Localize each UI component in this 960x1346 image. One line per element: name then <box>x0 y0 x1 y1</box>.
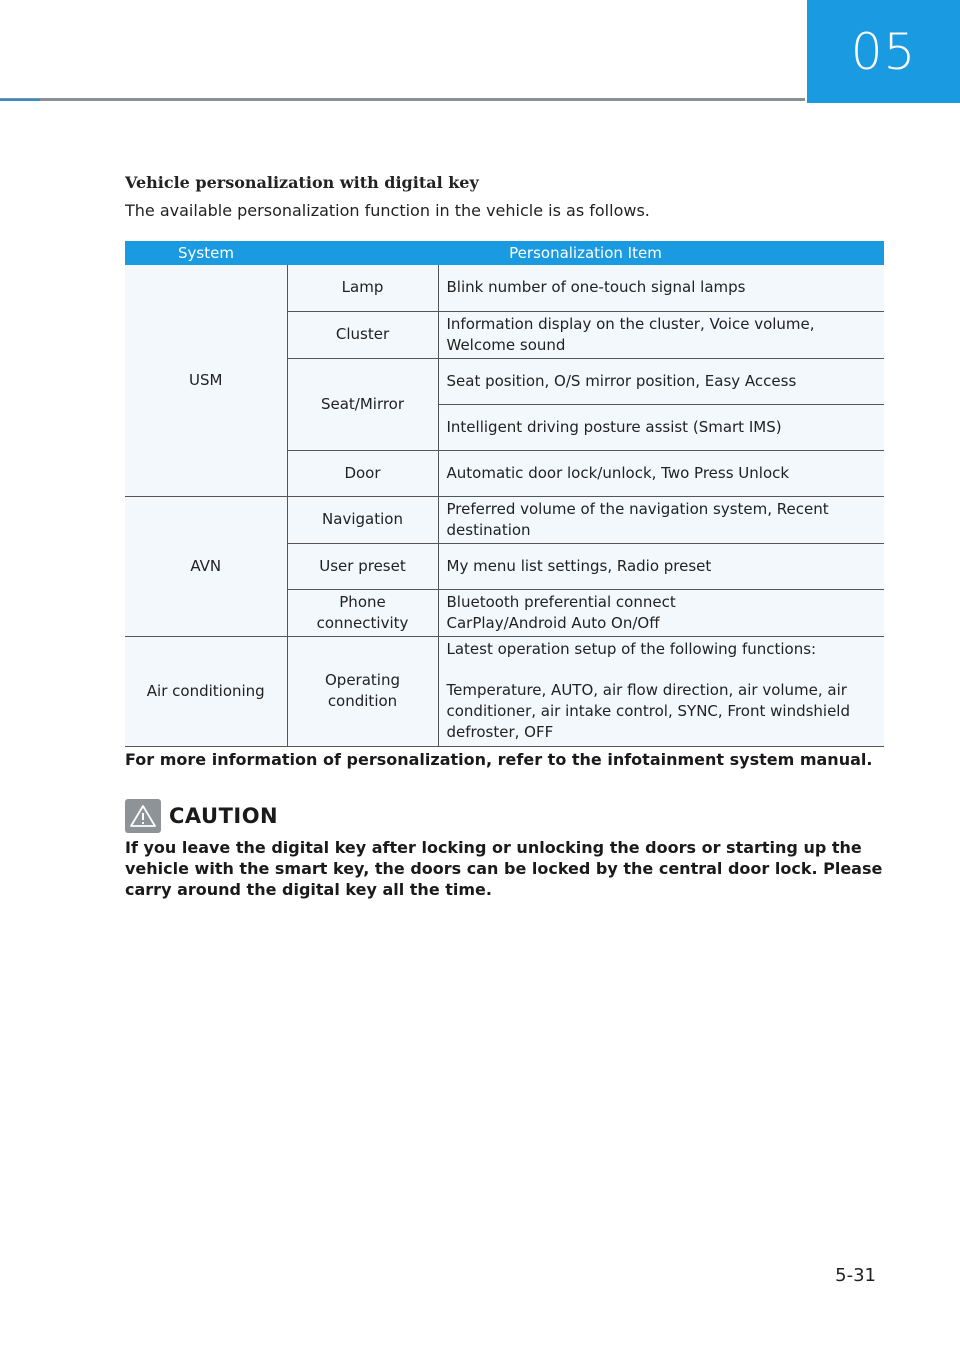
intro-text: The available personalization function in the vehicle is as follows. <box>125 201 650 220</box>
chapter-tab <box>807 0 960 103</box>
category-cell: Seat/Mirror <box>287 358 438 450</box>
item-cell: Automatic door lock/unlock, Two Press Unlock <box>438 450 884 496</box>
info-note: For more information of personalization, refer to the infotainment system manual. <box>125 750 873 769</box>
category-cell: Operating condition <box>287 636 438 746</box>
table-header-row <box>125 241 884 265</box>
caution-header <box>125 799 278 833</box>
item-cell: Blink number of one-touch signal lamps <box>438 265 884 311</box>
category-cell: Phone connectivity <box>287 589 438 636</box>
item-cell: Information display on the cluster, Voice volume, Welcome sound <box>438 311 884 358</box>
category-cell: Door <box>287 450 438 496</box>
item-line: Bluetooth preferential connect <box>446 592 676 611</box>
chapter-number: 05 <box>850 22 917 81</box>
table-row <box>125 496 884 543</box>
category-cell: Cluster <box>287 311 438 358</box>
caution-text: If you leave the digital key after locking or unlocking the doors or starting up the vehicle with the smart key, the doors can be locked by the central door lock. Please carry around the digital key all the time. <box>125 838 883 899</box>
item-cell: Intelligent driving posture assist (Smart IMS) <box>438 404 884 450</box>
category-cell: Navigation <box>287 496 438 543</box>
item-line: CarPlay/Android Auto On/Off <box>446 613 660 632</box>
system-cell-avn: AVN <box>125 496 287 636</box>
table-row <box>125 265 884 311</box>
category-cell: Lamp <box>287 265 438 311</box>
item-cell: My menu list settings, Radio preset <box>438 543 884 589</box>
table-row <box>125 636 884 746</box>
header-personalization-item: Personalization Item <box>287 241 884 265</box>
item-cell <box>438 636 884 746</box>
page-number: 5-31 <box>835 1265 876 1286</box>
item-cell: Seat position, O/S mirror position, Easy Access <box>438 358 884 404</box>
category-cell: User preset <box>287 543 438 589</box>
header-system: System <box>125 241 287 265</box>
item-cell: Preferred volume of the navigation system, Recent destination <box>438 496 884 543</box>
system-cell-air-conditioning: Air conditioning <box>125 636 287 746</box>
header-rule-accent <box>0 99 40 101</box>
section-title: Vehicle personalization with digital key <box>125 173 479 192</box>
caution-label: CAUTION <box>169 804 279 828</box>
header-rule <box>0 98 805 101</box>
warning-triangle-icon <box>125 799 161 833</box>
item-cell <box>438 589 884 636</box>
system-cell-usm: USM <box>125 265 287 496</box>
item-line: Latest operation setup of the following functions: <box>446 640 817 658</box>
personalization-table <box>125 241 884 747</box>
item-line: Temperature, AUTO, air flow direction, air volume, air conditioner, air intake control, SYNC, Front windshield defroster, OFF <box>446 681 850 741</box>
